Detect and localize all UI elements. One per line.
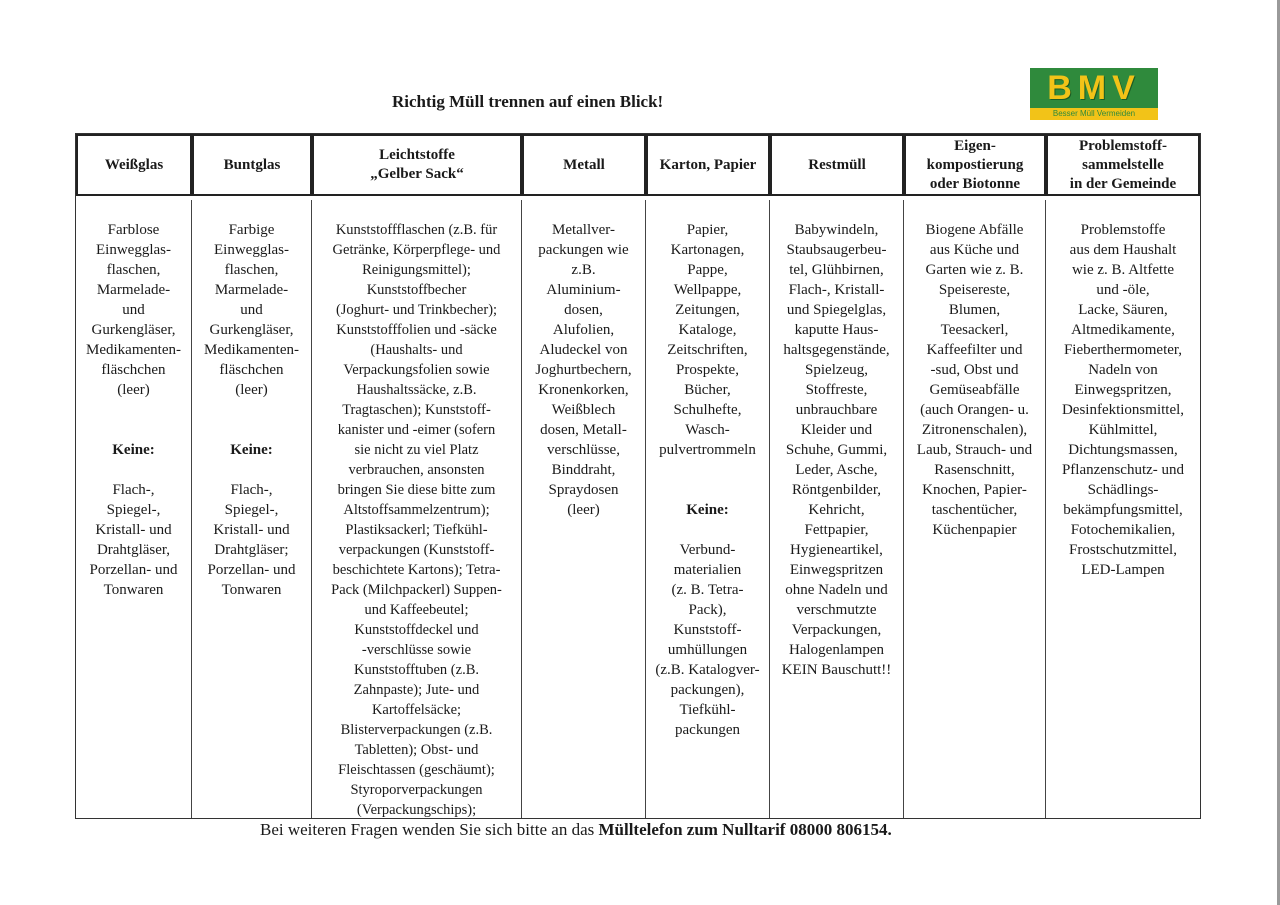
- column-metall: [522, 200, 646, 818]
- bmv-logo: [1030, 68, 1158, 120]
- column-weissglas: [76, 200, 192, 818]
- waste-sorting-table: [75, 133, 1201, 819]
- karton-papier-keine-label: Keine:: [686, 502, 729, 518]
- footer-note: [260, 820, 1020, 840]
- header-metall: Metall: [522, 134, 646, 196]
- buntglas-items: Farbige Einwegglas- flaschen, Marmelade- und Gurkengläser, Medikamenten- fläschchen (leer): [204, 222, 299, 398]
- karton-papier-keine-items: Verbund- materialien (z. B. Tetra- Pack), Kunststoff- umhüllungen (z.B. Katalogver- packungen), Tiefkühl- packungen: [655, 542, 760, 738]
- weissglas-keine-label: Keine:: [112, 442, 155, 458]
- column-problemstoffe: [1046, 200, 1200, 818]
- column-buntglas: [192, 200, 312, 818]
- metall-items: Metallver- packungen wie z.B. Aluminium- dosen, Alufolien, Aludeckel von Joghurtbechern, Kronenkorken, Weißblech dosen, Metall- verschlüsse, Binddraht, Spraydosen (leer): [535, 222, 632, 518]
- weissglas-keine-items: Flach-, Spiegel-, Kristall- und Drahtgläser, Porzellan- und Tonwaren: [89, 482, 178, 598]
- buntglas-keine-items: Flach-, Spiegel-, Kristall- und Drahtgläser; Porzellan- und Tonwaren: [207, 482, 296, 598]
- header-restmuell: Restmüll: [770, 134, 904, 196]
- header-leichtstoffe: Leichtstoffe „Gelber Sack“: [312, 134, 522, 196]
- table-header-row: [76, 134, 1200, 200]
- page-title: Richtig Müll trennen auf einen Blick!: [392, 92, 664, 111]
- column-karton-papier: [646, 200, 770, 818]
- table-body-row: [76, 200, 1200, 818]
- header-problemstoffe: Problemstoff- sammelstelle in der Gemeinde: [1046, 134, 1200, 196]
- column-leichtstoffe: [312, 200, 522, 818]
- logo-subtitle: Besser Müll Vermeiden: [1030, 108, 1158, 120]
- weissglas-items: Farblose Einwegglas- flaschen, Marmelade- und Gurkengläser, Medikamenten- fläschchen (leer): [86, 222, 181, 398]
- footer-hotline: Mülltelefon zum Nulltarif 08000 806154.: [598, 820, 892, 839]
- biotonne-items: Biogene Abfälle aus Küche und Garten wie z. B. Speisereste, Blumen, Teesackerl, Kaffeefilter und -sud, Obst und Gemüseabfälle (auch Orangen- u. Zitronenschalen), Laub, Strauch- und Rasenschnitt, Knochen, Papier- taschentücher, Küchenpapier: [916, 222, 1033, 538]
- leichtstoffe-items: Kunststoffflaschen (z.B. für Getränke, Körperpflege- und Reinigungsmittel); Kunststoffbecher (Joghurt- und Trinkbecher); Kunststofffolien und -säcke (Haushalts- und Verpackungsfolien sowie Haushaltssäcke, z.B. Tragtaschen); Kunststoff- kanister und -eimer (sofern sie nicht zu viel Platz verbrauchen, ansonsten bringen Sie diese bitte zum Altstoffsammelzentrum); Plastiksackerl; Tiefkühl- verpackungen (Kunststoff- beschichtete Kartons); Tetra- Pack (Milchpackerl) Suppen- und Kaffeebeutel; Kunststoffdeckel und -verschlüsse sowie Kunststofftuben (z.B. Zahnpaste); Jute- und Kartoffelsäcke; Blisterverpackungen (z.B. Tabletten); Obst- und Fleischtassen (geschäumt); Styroporverpackungen (Verpackungschips);: [331, 222, 502, 818]
- logo-letters: BMV: [1047, 69, 1141, 107]
- restmuell-items: Babywindeln, Staubsaugerbeu- tel, Glühbirnen, Flach-, Kristall- und Spiegelglas, kaputte Haus- haltsgegenstände, Spielzeug, Stoffreste, unbrauchbare Kleider und Schuhe, Gummi, Leder, Asche, Röntgenbilder, Kehricht, Fettpapier, Hygieneartikel, Einwegspritzen ohne Nadeln und verschmutzte Verpackungen, Halogenlampen KEIN Bauschutt!!: [781, 222, 892, 678]
- header-weissglas: Weißglas: [76, 134, 192, 196]
- header-biotonne: Eigen- kompostierung oder Biotonne: [904, 134, 1046, 196]
- column-biotonne: [904, 200, 1046, 818]
- column-restmuell: [770, 200, 904, 818]
- problemstoffe-items: Problemstoffe aus dem Haushalt wie z. B. Altfette und -öle, Lacke, Säuren, Altmedikamente, Fieberthermometer, Nadeln von Einwegspritzen, Desinfektionsmittel, Kühlmittel, Dichtungsmassen, Pflanzenschutz- und Schädlings- bekämpfungsmittel, Fotochemikalien, Frostschutzmittel, LED-Lampen: [1061, 222, 1185, 578]
- header-karton-papier: Karton, Papier: [646, 134, 770, 196]
- karton-papier-items: Papier, Kartonagen, Pappe, Wellpappe, Zeitungen, Kataloge, Zeitschriften, Prospekte, Bücher, Schulhefte, Wasch- pulvertrommeln: [659, 222, 756, 458]
- header-buntglas: Buntglas: [192, 134, 312, 196]
- footer-text: Bei weiteren Fragen wenden Sie sich bitte an das: [260, 820, 599, 839]
- buntglas-keine-label: Keine:: [230, 442, 273, 458]
